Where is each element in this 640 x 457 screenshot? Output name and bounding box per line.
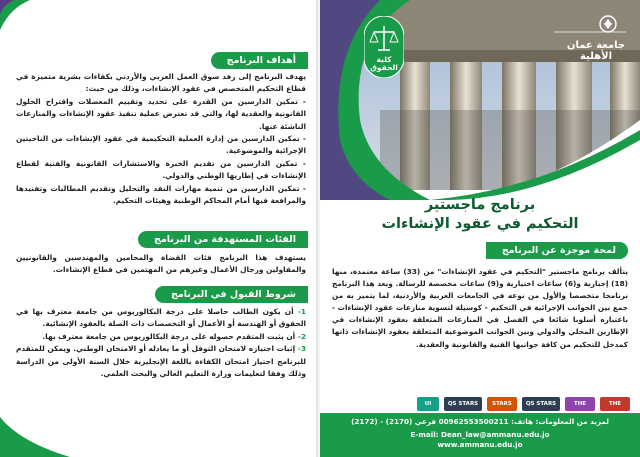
contact-footer — [320, 413, 640, 457]
contact-email[interactable]: E-mail: Dean_law@ammanu.edu.jo — [410, 429, 550, 439]
left-panel — [0, 0, 318, 457]
item-text: أن يكون الطالب حاصلا على درجة البكالوريوس من جامعة معترف بها في الحقوق أو الهندسة أو الأعمال أو التخصصات ذات الصلة بالعقود الإنشائية. — [16, 307, 306, 329]
objective-item: - تمكين الدارسين من إدارة العملية التحكيمية في عقود الإنشاءات من الناحيتين الإجرائية والموضوعية. — [16, 134, 306, 156]
item-text: أن يثبت المتقدم حصوله على درجة البكالوريوس من جامعة معترف بها. — [42, 331, 296, 341]
admission-heading: شروط القبول في البرنامج — [155, 286, 308, 303]
item-number: 1- — [297, 307, 306, 316]
target-body: يستهدف هذا البرنامج فئات القضاة والمحامين والمهندسين والقانونيين والمقاولين ورجال الأعمال وغيرهم من المهتمين في قطاع الإنشاءات. — [16, 253, 306, 275]
program-title-line2: التحكيم في عقود الإنشاءات — [381, 216, 579, 232]
item-number: 2- — [297, 331, 306, 341]
corner-decoration-bottom — [0, 387, 70, 457]
objectives-heading: أهداف البرنامج — [211, 52, 308, 69]
objective-item: - تمكين الدارسين من القدرة على تحديد وتقييم المعضلات واقتراح الحلول القانونية والعقدية لها، والتي قد تعترض عملية تنفيذ عقود الإنشاءات والمنازعات الناشئة عنها. — [16, 96, 306, 131]
university-name: جامعة عمان الأهلية — [566, 40, 626, 62]
accreditation-logos — [408, 397, 630, 413]
objective-item: - تمكين الدارسين من تنمية مهارات النقد والتحليل وتقديم المطالبات وتفنيدها والمرافعة فيها أمام المحاكم الوطنية وهيئات التحكيم. — [16, 183, 306, 206]
faculty-name: كلية الحقوق — [370, 55, 398, 72]
contact-website[interactable]: www.ammanu.edu.jo — [437, 440, 523, 449]
overview-body: يتألف برنامج ماجستير "التحكيم في عقود الإنشاءات" من (33) ساعة معتمدة، منها (18) إجبارية و(6) ساعات اختيارية و(9) ساعات مخصصة للرسالة. ويعد هذا البرنامج برنامجا متخصصا والأول من نوعه في الجامعات العربية والأردنية، لما يتميز به من جمع بين الجوانب الإجرائية في التحكيم - كوسيلة لتسوية منازعات عقود الإنشاءات - باعتباره أسلوبا شائعا في الفصل في المنازعات المتعلقة بعقود الإنشاءات في الإطارين المحلي والدولي وبين الجوانب الموضوعية المتعلقة بعقود الإنشاءات ذاتها كمدخل للتحكيم من كافة جوانبها الفنية والقانونية والعقدية. — [332, 267, 629, 349]
objective-item: - تمكين الدارسين من تقديم الخبرة والاستشارات القانونية والفنية لقطاع الإنشاءات في إطاريها الوطني والدولي. — [16, 158, 306, 181]
admission-item — [16, 343, 306, 380]
admission-list — [16, 306, 306, 380]
corner-decoration-top — [0, 0, 34, 34]
right-panel — [320, 0, 640, 457]
objectives-intro: يهدف البرنامج إلى رفد سوق العمل العربي والأردني بكفاءات بشرية متميزة في قطاع التحكيم المتخصص في عقود الإنشاءات، وذلك من حيث: — [16, 72, 306, 94]
objectives-body — [16, 71, 306, 207]
objectives-list — [16, 96, 306, 208]
item-text: إثبات اجتيازه لامتحان التوفل أو ما يعادله أو الامتحان الوطني. ويمكن للمتقدم للبرنامج اجتياز امتحان الكفاءة باللغة الإنجليزية خلال السنة الأولى من الدراسة وذلك وفقا لتعليمات وزارة التعليم العالي والبحث العلمي. — [16, 344, 306, 379]
accreditation-logo: THE — [565, 397, 595, 411]
target-heading: الفئات المستهدفة من البرنامج — [138, 231, 308, 248]
contact-phone: لمزيد من المعلومات: هاتف: 00962553500211 فرعي (2170) - (2172) — [351, 417, 609, 426]
admission-item — [16, 331, 306, 343]
accreditation-logo: THE — [600, 397, 630, 411]
admission-body — [16, 306, 306, 380]
accreditation-logo: QS STARS — [522, 397, 560, 411]
item-number: 3- — [297, 344, 306, 354]
program-title-line1: برنامج ماجستير — [424, 197, 536, 213]
accreditation-logo: QS STARS — [444, 397, 482, 411]
admission-item — [16, 306, 306, 331]
accreditation-logo: STARS — [487, 397, 517, 411]
overview-heading: لمحة موجزة عن البرنامج — [486, 242, 628, 259]
accreditation-logo: UI — [417, 397, 439, 411]
